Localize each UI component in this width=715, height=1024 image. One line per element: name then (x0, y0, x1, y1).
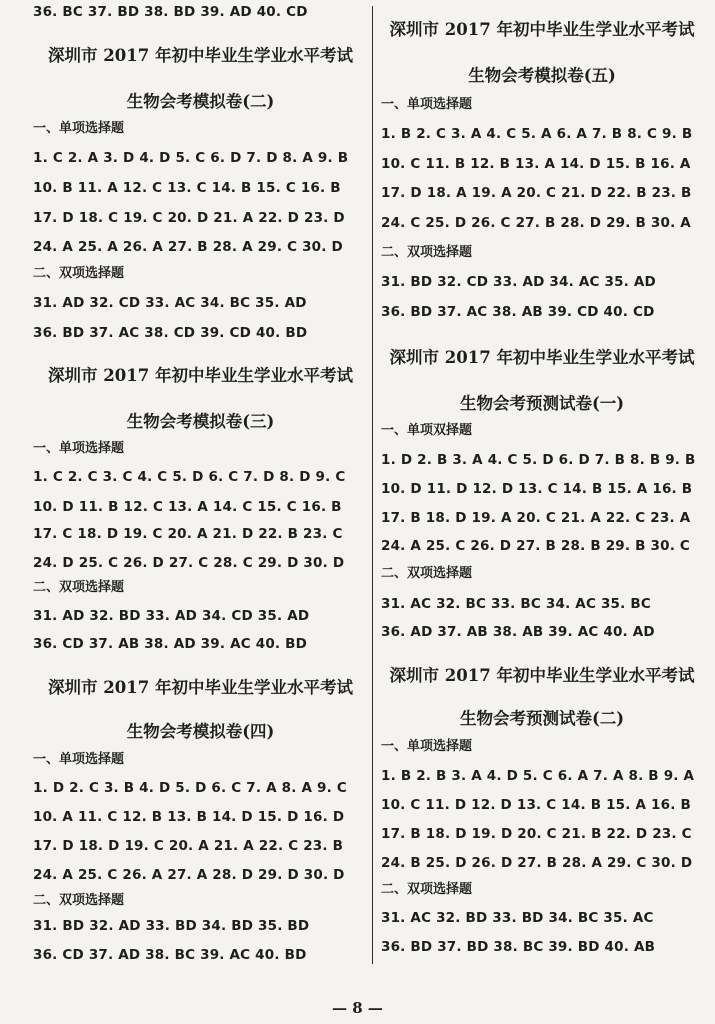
answer-row: 24. D 25. C 26. D 27. C 28. C 29. D 30. D (33, 555, 345, 571)
answer-row: 36. BD 37. AC 38. CD 39. CD 40. BD (33, 325, 308, 341)
exam-title: 生物会考预测试卷(二) (459, 709, 625, 728)
answer-row: 36. BD 37. AC 38. AB 39. CD 40. CD (381, 304, 655, 320)
single-choice-heading: 一、单项选择题 (33, 441, 125, 456)
single-choice-heading: 一、单项选择题 (381, 739, 473, 754)
answer-row: 36. CD 37. AB 38. AD 39. AC 40. BD (33, 636, 308, 652)
answer-row: 24. B 25. D 26. D 27. B 28. A 29. C 30. D (381, 855, 693, 871)
answer-row: 10. C 11. D 12. D 13. C 14. B 15. A 16. B (381, 797, 691, 813)
answer-row: 10. D 11. B 12. C 13. A 14. C 15. C 16. B (33, 499, 342, 515)
exam-title: 生物会考预测试卷(一) (459, 394, 625, 413)
double-choice-heading: 二、双项选择题 (381, 566, 473, 581)
answer-row: 17. C 18. D 19. C 20. A 21. D 22. B 23. C (33, 526, 343, 542)
exam-title: 生物会考模拟卷(五) (468, 66, 616, 85)
answer-row: 31. AC 32. BD 33. BD 34. BC 35. AC (381, 910, 654, 926)
answer-row: 17. D 18. C 19. C 20. D 21. A 22. D 23. D (33, 210, 345, 226)
answer-row: 1. C 2. C 3. C 4. C 5. D 6. C 7. D 8. D 9. C (33, 469, 346, 485)
answer-row: 17. B 18. D 19. A 20. C 21. A 22. C 23. A (381, 510, 691, 526)
answer-row-continued: 36. BC 37. BD 38. BD 39. AD 40. CD (33, 4, 308, 20)
answer-row: 31. AD 32. CD 33. AC 34. BC 35. AD (33, 295, 307, 311)
answer-row: 1. D 2. C 3. B 4. D 5. D 6. C 7. A 8. A 9. C (33, 780, 347, 796)
column-divider (372, 6, 373, 964)
page-number: — 8 — (332, 999, 383, 1017)
answer-row: 1. D 2. B 3. A 4. C 5. D 6. D 7. B 8. B 9. B (381, 452, 696, 468)
answer-row: 31. AD 32. BD 33. AD 34. CD 35. AD (33, 608, 310, 624)
answer-row: 24. A 25. A 26. A 27. B 28. A 29. C 30. D (33, 239, 343, 255)
answer-row: 24. A 25. C 26. D 27. B 28. B 29. B 30. C (381, 538, 691, 554)
answer-row: 24. A 25. C 26. A 27. A 28. D 29. D 30. D (33, 867, 345, 883)
single-choice-heading: 一、单项选择题 (381, 97, 473, 112)
exam-header: 深圳市 2017 年初中毕业生学业水平考试 (389, 348, 695, 367)
answer-row: 31. BD 32. CD 33. AD 34. AC 35. AD (381, 274, 656, 290)
exam-header: 深圳市 2017 年初中毕业生学业水平考试 (389, 20, 695, 39)
answer-row: 31. BD 32. AD 33. BD 34. BD 35. BD (33, 918, 310, 934)
answer-row: 36. BD 37. BD 38. BC 39. BD 40. AB (381, 939, 656, 955)
double-choice-heading: 二、双项选择题 (33, 893, 125, 908)
double-choice-heading: 二、双项选择题 (381, 882, 473, 897)
double-choice-heading: 二、双项选择题 (33, 580, 125, 595)
exam-header: 深圳市 2017 年初中毕业生学业水平考试 (389, 666, 695, 685)
exam-header: 深圳市 2017 年初中毕业生学业水平考试 (48, 678, 353, 697)
answer-row: 36. AD 37. AB 38. AB 39. AC 40. AD (381, 624, 655, 640)
exam-header: 深圳市 2017 年初中毕业生学业水平考试 (48, 46, 353, 65)
exam-title: 生物会考模拟卷(四) (126, 722, 275, 741)
answer-row: 17. D 18. A 19. A 20. C 21. D 22. B 23. B (381, 185, 692, 201)
answer-row: 31. AC 32. BC 33. BC 34. AC 35. BC (381, 596, 651, 612)
answer-row: 10. A 11. C 12. B 13. B 14. D 15. D 16. D (33, 809, 345, 825)
single-choice-heading: 一、单项选择题 (33, 121, 125, 136)
exam-title: 生物会考模拟卷(三) (126, 412, 275, 431)
answer-row: 1. B 2. C 3. A 4. C 5. A 6. A 7. B 8. C 9. B (381, 126, 693, 142)
double-choice-heading: 二、双项选择题 (33, 266, 125, 281)
double-choice-heading: 二、双项选择题 (381, 245, 473, 260)
answer-row: 10. D 11. D 12. D 13. C 14. B 15. A 16. B (381, 481, 693, 497)
answer-row: 36. CD 37. AD 38. BC 39. AC 40. BD (33, 947, 307, 963)
answer-row: 10. C 11. B 12. B 13. A 14. D 15. B 16. A (381, 156, 691, 172)
answer-row: 1. C 2. A 3. D 4. D 5. C 6. D 7. D 8. A 9. B (33, 150, 349, 166)
answer-row: 17. D 18. D 19. C 20. A 21. A 22. C 23. B (33, 838, 344, 854)
answer-row: 24. C 25. D 26. C 27. B 28. D 29. B 30. A (381, 215, 691, 231)
answer-row: 17. B 18. D 19. D 20. C 21. B 22. D 23. C (381, 826, 692, 842)
exam-title: 生物会考模拟卷(二) (126, 92, 275, 111)
single-choice-heading: 一、单项选择题 (33, 752, 125, 767)
single-choice-heading: 一、单项双择题 (381, 423, 473, 438)
answer-row: 1. B 2. B 3. A 4. D 5. C 6. A 7. A 8. B 9. A (381, 768, 695, 784)
exam-header: 深圳市 2017 年初中毕业生学业水平考试 (48, 366, 353, 385)
answer-row: 10. B 11. A 12. C 13. C 14. B 15. C 16. B (33, 180, 341, 196)
